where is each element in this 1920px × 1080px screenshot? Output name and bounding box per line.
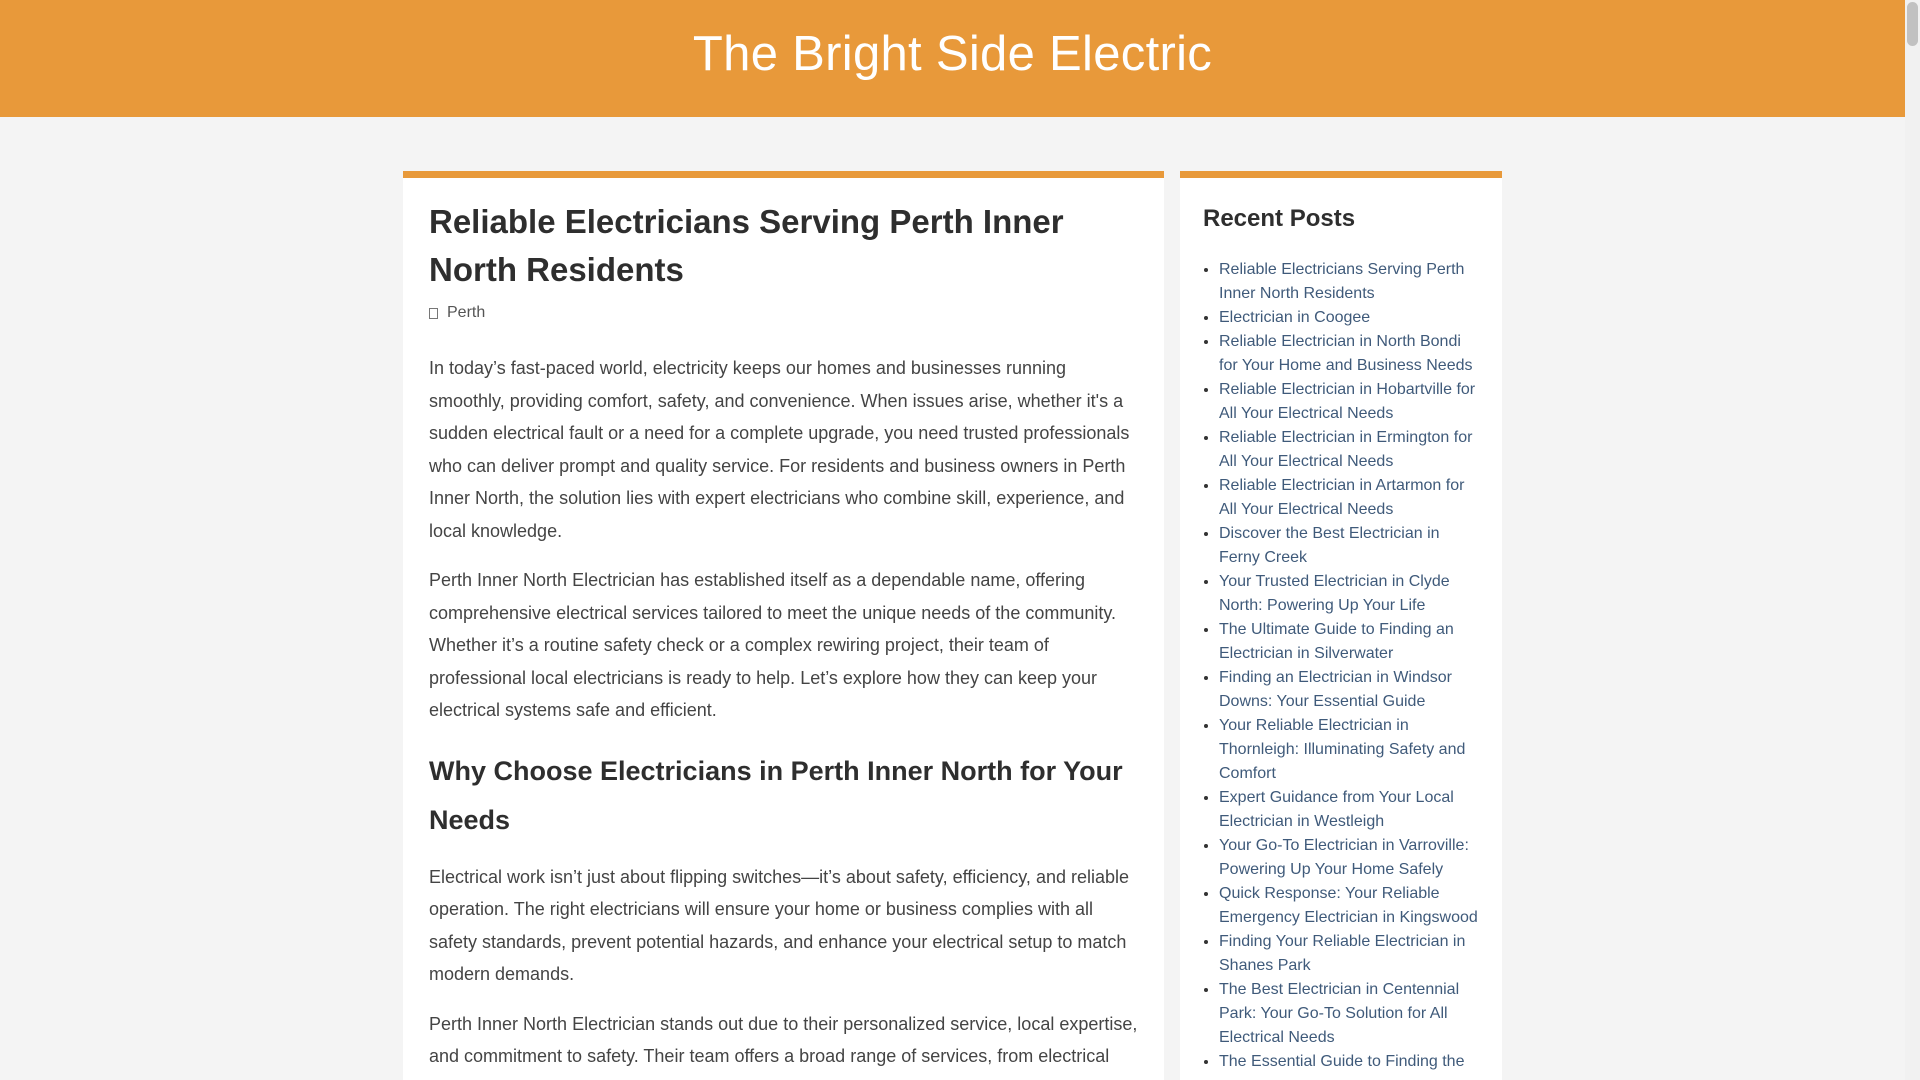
- post-subheading: Why Choose Electricians in Perth Inner North for Your Needs: [429, 755, 1123, 835]
- folder-icon: [429, 308, 438, 319]
- post-paragraph: Electrical work isn’t just about flipping switches—it’s about safety, efficiency, and reliable operation. The right electricians will ensure your home or business complies with all safety standards, prevent potential hazards, and enhance your electrical setup to match modern demands.: [429, 866, 1130, 984]
- recent-post-link[interactable]: Expert Guidance from Your Local Electrician in Westleigh: [1219, 789, 1454, 830]
- site-title-link[interactable]: The Bright Side Electric: [692, 26, 1213, 81]
- list-item: [1219, 714, 1478, 786]
- recent-posts-list: [1203, 258, 1478, 1074]
- list-item: [1219, 570, 1478, 618]
- post-body: [429, 352, 1138, 1073]
- recent-post-link[interactable]: Your Go-To Electrician in Varroville: Powering Up Your Home Safely: [1219, 837, 1469, 878]
- list-item: [1219, 930, 1478, 978]
- post-meta: [429, 304, 1138, 322]
- list-item: [1219, 426, 1478, 474]
- recent-post-link[interactable]: The Essential Guide to Finding the: [1219, 1053, 1465, 1070]
- recent-post-link[interactable]: Reliable Electrician in Ermington for All Your Electrical Needs: [1219, 429, 1473, 470]
- scrollbar[interactable]: [1905, 0, 1920, 1080]
- list-item: [1219, 522, 1478, 570]
- list-item: [1219, 1050, 1478, 1074]
- recent-post-link[interactable]: Your Reliable Electrician in Thornleigh: Illuminating Safety and Comfort: [1219, 717, 1466, 782]
- list-item: [1219, 330, 1478, 378]
- recent-post-link[interactable]: Reliable Electrician in North Bondi for Your Home and Business Needs: [1219, 333, 1473, 374]
- post-paragraph: Perth Inner North Electrician has established itself as a dependable name, offering comprehensive electrical services tailored to meet the unique needs of the community. Whether it’s a routine safety check or a complex rewiring project, their team of professional local electricians is ready to help. Let’s explore how they can keep your electrical systems safe and efficient.: [429, 570, 1117, 720]
- recent-post-link[interactable]: Your Trusted Electrician in Clyde North: Powering Up Your Life: [1219, 573, 1450, 614]
- list-item: [1219, 666, 1478, 714]
- category-link[interactable]: Perth: [447, 304, 486, 321]
- recent-post-link[interactable]: Discover the Best Electrician in Ferny Creek: [1219, 525, 1440, 566]
- post-article: [403, 171, 1164, 1080]
- recent-post-link[interactable]: Quick Response: Your Reliable Emergency Electrician in Kingswood: [1219, 885, 1478, 926]
- recent-post-link[interactable]: Finding an Electrician in Windsor Downs: Your Essential Guide: [1219, 669, 1452, 710]
- list-item: [1219, 474, 1478, 522]
- scrollbar-thumb[interactable]: [1907, 2, 1918, 46]
- list-item: [1219, 618, 1478, 666]
- list-item: [1219, 306, 1478, 330]
- list-item: [1219, 882, 1478, 930]
- list-item: [1219, 834, 1478, 882]
- post-paragraph: Perth Inner North Electrician stands out due to their personalized service, local expertise, and commitment to safety. Their team offers a broad range of services, from electrical: [429, 1013, 1138, 1066]
- list-item: [1219, 786, 1478, 834]
- recent-post-link[interactable]: Finding Your Reliable Electrician in Shanes Park: [1219, 933, 1466, 974]
- recent-post-link[interactable]: Electrician in Coogee: [1219, 309, 1371, 326]
- post-title: Reliable Electricians Serving Perth Inner North Residents: [429, 203, 1064, 288]
- site-header: [0, 0, 1905, 117]
- recent-post-link[interactable]: The Ultimate Guide to Finding an Electrician in Silverwater: [1219, 621, 1454, 662]
- list-item: [1219, 978, 1478, 1050]
- recent-post-link[interactable]: Reliable Electrician in Hobartville for All Your Electrical Needs: [1219, 381, 1476, 422]
- recent-post-link[interactable]: Reliable Electrician in Artarmon for All Your Electrical Needs: [1219, 477, 1465, 518]
- list-item: [1219, 378, 1478, 426]
- recent-posts-title: Recent Posts: [1203, 205, 1356, 232]
- list-item: [1219, 258, 1478, 306]
- recent-post-link[interactable]: Reliable Electricians Serving Perth Inner North Residents: [1219, 261, 1465, 302]
- sidebar-widget: [1180, 171, 1502, 1080]
- post-paragraph: In today’s fast-paced world, electricity keeps our homes and businesses running smoothly, providing comfort, safety, and convenience. When issues arise, whether it's a sudden electrical fault or a need for a complete upgrade, you need trusted professionals who can deliver prompt and quality service. For residents and business owners in Perth Inner North, the solution lies with expert electricians who combine skill, experience, and local knowledge.: [429, 358, 1130, 541]
- recent-post-link[interactable]: The Best Electrician in Centennial Park: Your Go-To Solution for All Electrical Needs: [1219, 981, 1460, 1046]
